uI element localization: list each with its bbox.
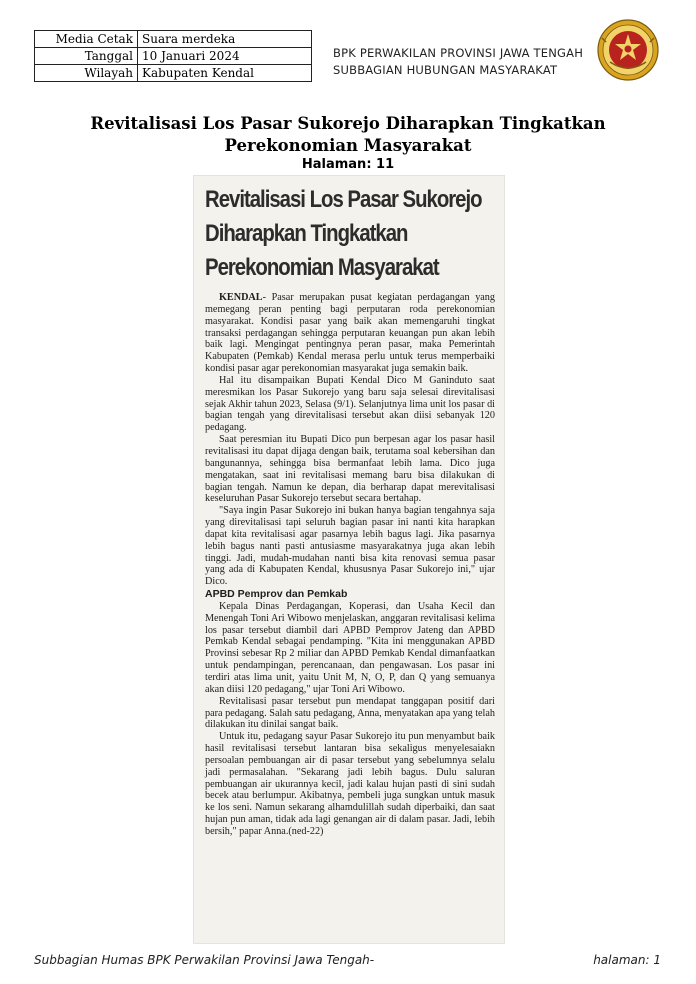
paragraph-text: - Pasar merupakan pusat kegiatan perdagangan yang memegang peran penting bagi perputaran roda perekonomian masyarakat. Kondisi pasar yang baik akan memengaruhi tingkat transaksi perdagangan sehingga perputaran keuangan pun akan lebih baik lagi. Mengingat pentingnya peran pasar, maka Pemerintah Kabupaten (Pemkab) Kendal merasa perlu untuk terus memperbaiki kondisi pasar agar perekonomian masyarakat juga semakin baik. xyxy=(205,292,495,375)
region-row xyxy=(35,65,312,82)
region-label: Wilayah xyxy=(35,65,138,82)
media-row xyxy=(35,31,312,48)
headline-line: Perekonomian Masyarakat xyxy=(205,254,439,281)
body-paragraph: Saat peresmian itu Bupati Dico pun berpesan agar los pasar hasil revitalisasi itu dapat dijaga dengan baik, terutama soal kebersihan dan bangunannya, sehingga bisa bermanfaat lebih lama. Dico juga mengatakan, saat ini revitalisasi memang baru bisa dilakukan di bagian tengah. Namun ke depan, dia berharap dapat merevitalisasi keseluruhan Pasar Sukorejo tersebut secara bertahap. xyxy=(205,434,495,505)
page-number: Halaman: 11 xyxy=(301,157,395,172)
clipping-headline xyxy=(205,183,500,285)
date-value: 10 Januari 2024 xyxy=(138,48,312,65)
body-paragraph: Hal itu disampaikan Bupati Kendal Dico M Ganinduto saat meresmikan los Pasar Sukorejo yang baru saja selesai direvitalisasi sejak Akhir tahun 2023, Selasa (9/1). Selanjutnya lima unit los pasar di bagian tengah yang direvitalisasi tersebut akan diisi sebanyak 120 pedagang. xyxy=(205,374,495,434)
headline-line: Revitalisasi Los Pasar Sukorejo xyxy=(205,186,482,213)
bpk-emblem-icon xyxy=(596,18,660,82)
body-paragraph: Kepala Dinas Perdagangan, Koperasi, dan Usaha Kecil dan Menengah Toni Ari Wibowo menjelaskan, anggaran revitalisasi kelima los pasar tersebut diambil dari APBD Pemprov Jateng dan APBD Pemkab Kendal sebagai pendamping. "Kita ini menggunakan APBD Provinsi sebesar Rp 2 miliar dan APBD Pemkab Kendal dimanfaatkan untuk pendampingan, perencanaan, dan pengawasan. Los pasar ini terdiri atas lima unit, yaitu Unit M, N, O, P, dan Q yang semuanya akan diisi 120 pedagang," ujar Toni Ari Wibowo. xyxy=(205,600,495,695)
date-label: Tanggal xyxy=(35,48,138,65)
org-name: BPK PERWAKILAN PROVINSI JAWA TENGAH xyxy=(333,46,584,60)
body-paragraph: Revitalisasi pasar tersebut pun mendapat tanggapan positif dari para pedagang. Salah satu pedagang, Anna, menyatakan apa yang telah dilakukan itu dinilai sangat baik. xyxy=(205,695,495,731)
media-value: Suara merdeka xyxy=(138,31,312,48)
date-row xyxy=(35,48,312,65)
body-paragraph: Untuk itu, pedagang sayur Pasar Sukorejo itu pun menyambut baik hasil revitalisasi tersebut lantaran bisa sekaligus menyelesaiakn persoalan pembuangan air di pasar tersebut yang sebelumnya selalu jadi permasalahan. "Sekarang jadi lebih bagus. Dulu saluran pembuangan air ukurannya kecil, jadi kalau hujan pasti di sini sudah becek atau berlumpur. Akibatnya, pembeli juga sungkan untuk masuk ke los seni. Namun sekarang alhamdulillah sudah diperbaiki, dan saat hujan pun aman, tidak ada lagi genangan air di dalam pasar. Jadi, lebih bersih," papar Anna.(ned-22) xyxy=(205,731,495,837)
subheading: APBD Pemprov dan Pemkab xyxy=(205,588,348,601)
org-division: SUBBAGIAN HUBUNGAN MASYARAKAT xyxy=(333,63,558,77)
headline-line: Diharapkan Tingkatkan xyxy=(205,220,408,247)
body-paragraph xyxy=(205,292,495,375)
org-header xyxy=(333,45,583,79)
article-title: Revitalisasi Los Pasar Sukorejo Diharapkan Tingkatkan Perekonomian Masyarakat xyxy=(90,114,606,155)
media-label: Media Cetak xyxy=(35,31,138,48)
newspaper-clipping xyxy=(193,175,505,944)
footer-page: halaman: 1 xyxy=(593,953,661,967)
region-value: Kabupaten Kendal xyxy=(138,65,312,82)
dateline: KENDAL xyxy=(219,292,263,303)
footer-department: Subbagian Humas BPK Perwakilan Provinsi Jawa Tengah- xyxy=(34,953,375,967)
body-paragraph: "Saya ingin Pasar Sukorejo ini bukan hanya bagian tengahnya saja yang direvitalisasi tapi seluruh bagian pasar ini nanti kita harapkan dapat kita revitalisasi agar pasarnya lebih bagus lagi. Jika pasarnya lebih bagus nanti pasti antusiasme masyarakatnya juga akan lebih tinggi. Jadi, mudah-mudahan nanti bisa kita renovasi semua pasar yang ada di Kabupaten Kendal, khususnya Pasar Sukorejo ini," ujar Dico. xyxy=(205,505,495,588)
media-info-table xyxy=(34,30,312,82)
clipping-body xyxy=(205,292,495,838)
